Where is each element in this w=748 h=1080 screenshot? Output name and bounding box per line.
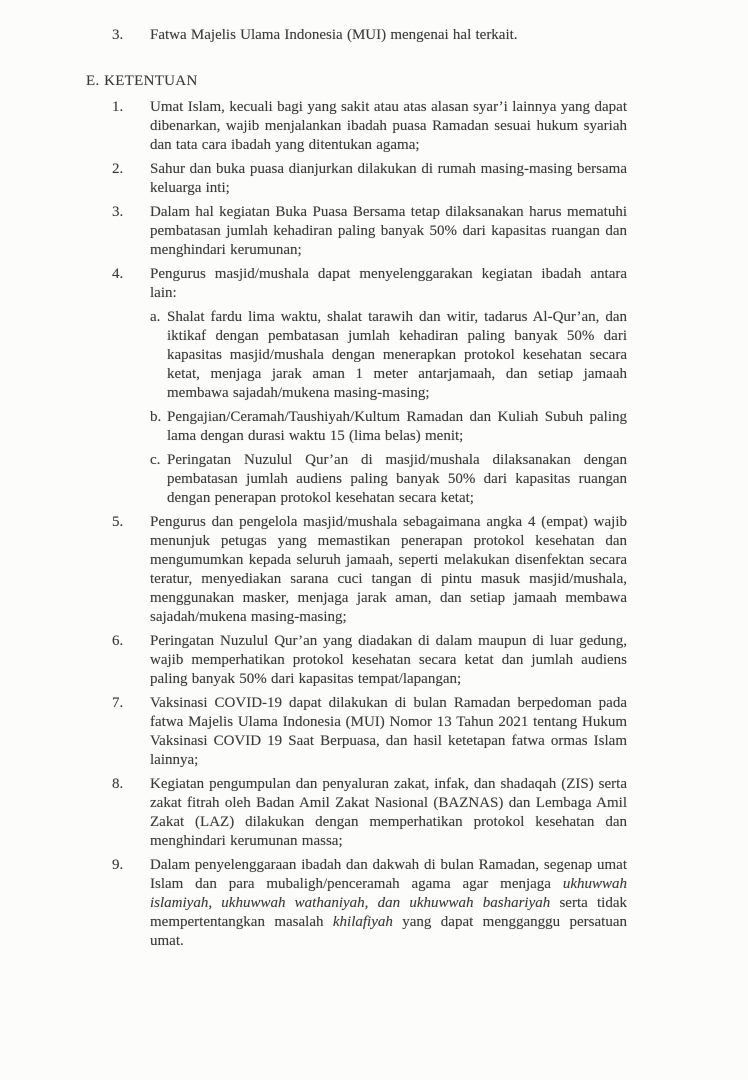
list-subitem-4b (150, 408, 627, 446)
document-body (86, 26, 627, 956)
item-text: Sahur dan buka puasa dianjurkan dilakukan di rumah masing-masing bersama keluarga inti; (150, 161, 627, 196)
item-text: Dalam hal kegiatan Buka Puasa Bersama tetap dilaksanakan harus mematuhi pembatasan jumlah kehadiran paling banyak 50% dari kapasitas ruangan dan menghindari kerumunan; (150, 204, 627, 258)
subitem-letter: c. (150, 452, 161, 468)
item-text-segment: Dalam penyelenggaraan ibadah dan dakwah di bulan Ramadan, segenap umat Islam dan para mubaligh/penceramah agama agar menjaga (150, 857, 627, 892)
item-number: 4. (112, 266, 124, 282)
subitem-letter: a. (150, 309, 161, 325)
item-text: Pengurus masjid/mushala dapat menyelenggarakan kegiatan ibadah antara lain: (150, 266, 627, 301)
item-text (150, 856, 627, 951)
item-text-segment-italic: khilafiyah (332, 914, 393, 930)
item-text-segment: yang dapat mengganggu persatuan umat. (150, 914, 627, 949)
item-number: 9. (112, 857, 124, 873)
item-text: Kegiatan pengumpulan dan penyaluran zakat, infak, dan shadaqah (ZIS) serta zakat fitrah oleh Badan Amil Zakat Nasional (BAZNAS) dan Lembaga Amil Zakat (LAZ) dilakukan dengan memperhatikan protokol kesehatan dan menghindari kerumunan massa; (150, 776, 627, 849)
item-text: Vaksinasi COVID-19 dapat dilakukan di bulan Ramadan berpedoman pada fatwa Majelis Ulama Indonesia (MUI) Nomor 13 Tahun 2021 tentang Hukum Vaksinasi COVID 19 Saat Berpuasa, dan hasil ketetapan fatwa ormas Islam lainnya; (150, 695, 627, 768)
item-text: Peringatan Nuzulul Qur’an yang diadakan di dalam maupun di luar gedung, wajib memperhatikan protokol kesehatan secara ketat dan jumlah audiens paling banyak 50% dari kapasitas tempat/lapangan; (150, 633, 627, 687)
item-text: Umat Islam, kecuali bagi yang sakit atau atas alasan syar’i lainnya yang dapat dibenarkan, wajib menjalankan ibadah puasa Ramadan sesuai hukum syariah dan tata cara ibadah yang ditentukan agama; (150, 99, 627, 153)
list-item-leading (112, 26, 627, 45)
item-text: Fatwa Majelis Ulama Indonesia (MUI) mengenai hal terkait. (150, 27, 518, 43)
list-item-8 (112, 775, 627, 851)
item-text-segment: serta tidak mempertentangkan masalah (150, 895, 627, 930)
item-number: 1. (112, 99, 124, 115)
item-number: 5. (112, 514, 124, 530)
item-number: 3. (112, 204, 124, 220)
list-item-5 (112, 513, 627, 627)
list-item-7 (112, 694, 627, 770)
subitem-text: Peringatan Nuzulul Qur’an di masjid/mushala dilaksanakan dengan pembatasan jumlah audiens paling banyak 50% dari kapasitas ruangan dengan penerapan protokol kesehatan secara ketat; (167, 452, 627, 506)
item-number: 8. (112, 776, 124, 792)
list-subitem-4a (150, 308, 627, 403)
section-heading: E. KETENTUAN (86, 73, 198, 89)
item-number: 2. (112, 161, 124, 177)
list-item-9 (112, 856, 627, 951)
item-text-segment-italic: ukhuwwah islamiyah, ukhuwwah wathaniyah, dan ukhuwwah bashariyah (150, 876, 627, 911)
subitem-text: Shalat fardu lima waktu, shalat tarawih dan witir, tadarus Al-Qur’an, dan iktikaf dengan pembatasan jumlah kehadiran paling banyak 50% dari kapasitas masjid/mushala dengan menerapkan protokol kesehatan secara ketat, menjaga jarak aman 1 meter antarjamaah, dan setiap jamaah membawa sajadah/mukena masing-masing; (167, 309, 627, 401)
list-item-3 (112, 203, 627, 260)
list-item-6 (112, 632, 627, 689)
item-number: 6. (112, 633, 124, 649)
item-number: 7. (112, 695, 124, 711)
list-item-2 (112, 160, 627, 198)
list-item-4 (112, 265, 627, 303)
subitem-text: Pengajian/Ceramah/Taushiyah/Kultum Ramadan dan Kuliah Subuh paling lama dengan durasi waktu 15 (lima belas) menit; (167, 409, 627, 444)
item-number: 3. (112, 27, 124, 43)
list-item-1 (112, 98, 627, 155)
item-text: Pengurus dan pengelola masjid/mushala sebagaimana angka 4 (empat) wajib menunjuk petugas yang memastikan penerapan protokol kesehatan dan mengumumkan kepada seluruh jamaah, seperti melakukan disenfektan secara teratur, menyediakan sarana cuci tangan di pintu masuk masjid/mushala, menggunakan masker, menjaga jarak aman, dan setiap jamaah membawa sajadah/mukena masing-masing; (150, 514, 627, 625)
list-subitem-4c (150, 451, 627, 508)
subitem-letter: b. (150, 409, 162, 425)
